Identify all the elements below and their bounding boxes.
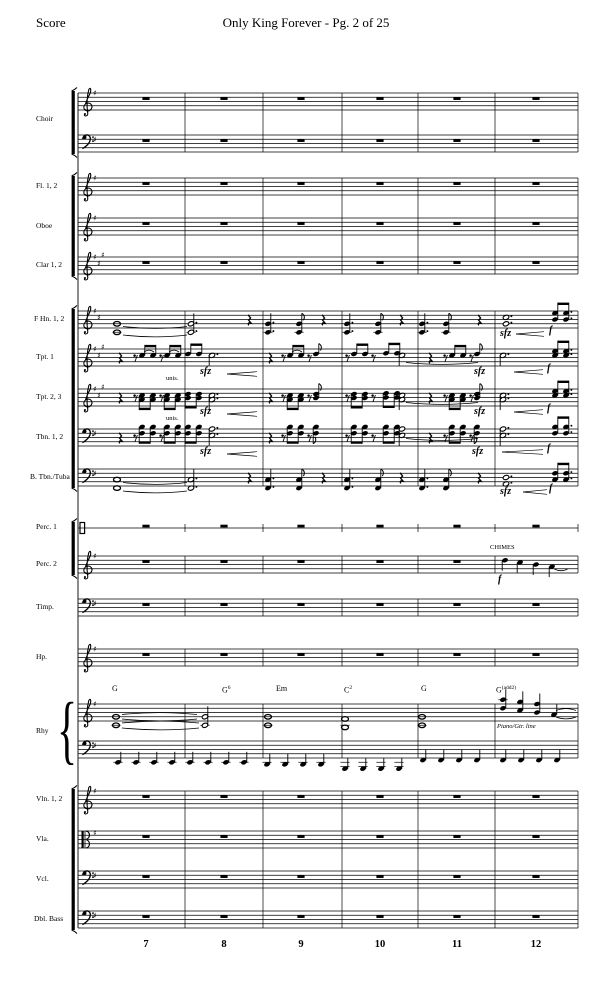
dynamic-marking: sfz [500,328,512,339]
annotation-text: Piano/Gtr. line [497,723,536,730]
dynamic-marking: sfz [200,406,212,417]
svg-text:♯: ♯ [93,173,97,183]
label-dbass: Dbl. Bass [34,914,64,923]
chord-symbol: G [112,684,118,693]
dynamic-marking: f [547,363,551,374]
svg-text:♯: ♯ [93,213,97,223]
measure-number: 9 [298,939,304,950]
label-clar: Clar 1, 2 [36,260,63,269]
staff-perc2 [78,551,578,579]
svg-text:♯: ♯ [93,828,97,838]
svg-text:♯: ♯ [93,786,97,796]
dynamic-marking: f [547,403,551,414]
staff-timp [78,599,578,616]
label-tbn: Tbn. 1, 2 [36,432,64,441]
dynamic-marking: sfz [474,406,486,417]
dynamic-marking: f [549,483,553,494]
staff-tbn [78,416,578,446]
svg-text:♯: ♯ [93,134,97,144]
svg-text:♯: ♯ [93,699,97,709]
label-vln: Vln. 1, 2 [36,794,63,803]
staff-oboe [78,213,578,241]
label-rhy: Rhy [36,726,49,735]
page-title: Only King Forever - Pg. 2 of 25 [222,15,390,30]
annotation-text: unis. [166,375,179,382]
label-perc2: Perc. 2 [36,559,57,568]
svg-text:♯: ♯ [93,468,97,478]
label-tpt1: Tpt. 1 [36,352,54,361]
svg-text:♯: ♯ [97,351,101,360]
staff-dbass [78,911,578,928]
label-tpt23: Tpt. 2, 3 [36,392,62,401]
svg-text:♯: ♯ [97,259,101,268]
label-perc1: Perc. 1 [36,522,57,531]
svg-text:♯: ♯ [100,382,105,392]
svg-text:♯: ♯ [93,910,97,920]
measure-number: 11 [452,939,462,950]
measure-number: 12 [530,939,542,950]
label-btbn: B. Tbn./Tuba [30,472,70,481]
annotation-text: unis. [166,415,179,422]
measure-number: 8 [221,939,227,950]
staff-perc1 [78,523,578,534]
label-vcl: Vcl. [36,874,49,883]
svg-text:♯: ♯ [93,428,97,438]
label-timp: Timp. [36,602,54,611]
dynamic-marking: f [498,574,502,585]
label-hp: Hp. [36,652,48,661]
hairpins [227,332,547,495]
svg-text:♯: ♯ [93,252,97,262]
svg-text:♯: ♯ [93,870,97,880]
staff-tpt1 [78,341,578,372]
svg-text:♯: ♯ [93,384,97,394]
svg-text:♯: ♯ [93,88,97,98]
staff-choir-bass [78,135,578,152]
rhy-brace: { [57,688,78,772]
label-vla: Vla. [36,834,49,843]
annotation-text: CHIMES [490,544,515,551]
dynamic-marking: sfz [200,366,212,377]
group-brackets [72,88,77,934]
staff-tpt23 [78,381,578,412]
svg-text:♯: ♯ [93,598,97,608]
dynamic-marking: sfz [474,366,486,377]
label-oboe: Oboe [36,221,53,230]
staff-clar [78,251,578,280]
svg-text:♯: ♯ [93,306,97,316]
measure-number: 7 [143,939,149,950]
score-label: Score [36,15,66,30]
dynamic-marking: sfz [200,446,212,457]
label-fl: Fl. 1, 2 [36,181,58,190]
measure-number: 10 [374,939,386,950]
svg-text:♯: ♯ [97,313,101,322]
svg-text:♯: ♯ [93,551,97,561]
chord-symbol: G [421,684,427,693]
label-choir: Choir [36,114,54,123]
svg-text:♯: ♯ [93,740,97,750]
staff-choir-treble [78,88,578,116]
chord-symbol: $G^{(add2)}$ [496,685,517,695]
dynamic-marking: f [549,325,553,336]
staff-vcl [78,871,578,888]
svg-text:♯: ♯ [97,391,101,400]
dynamic-marking: f [547,443,551,454]
svg-text:♯: ♯ [100,250,105,260]
svg-text:♯: ♯ [100,342,105,352]
dynamic-marking: sfz [472,446,484,457]
staff-hp [78,644,578,672]
svg-text:♯: ♯ [93,644,97,654]
svg-text:♯: ♯ [93,344,97,354]
staff-vla [78,829,578,848]
staff-rhy-bass [78,741,578,772]
staff-vln [78,786,578,814]
chord-symbol: $G^6$ [222,685,231,695]
chord-symbol: Em [276,684,288,693]
chord-symbol: $C^2$ [344,685,353,695]
dynamic-marking: sfz [500,486,512,497]
staff-fl [78,173,578,201]
label-fhn: F Hn. 1, 2 [34,314,65,323]
